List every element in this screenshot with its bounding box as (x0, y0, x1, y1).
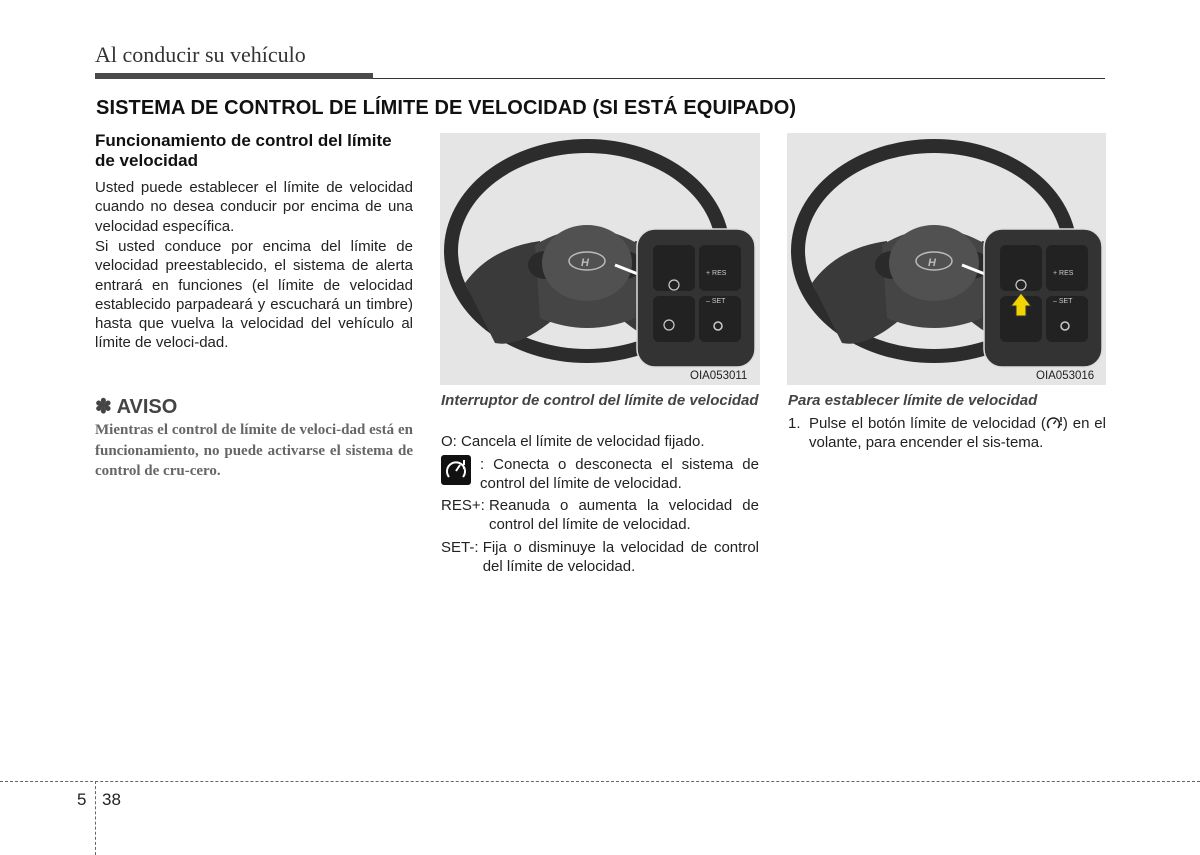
footer-rule (0, 781, 1200, 782)
steering-wheel-illustration-arrow (787, 133, 1106, 385)
item-speed-limit (441, 455, 759, 495)
svg-text:– SET: – SET (1053, 298, 1073, 305)
header-rule (373, 78, 1105, 79)
paragraph-intro: Usted puede establecer el límite de velocidad cuando no desea conducir por encima de una velocidad específica. (95, 179, 413, 235)
item-text: : Conecta o desconecta el sistema de control del límite de velocidad. (480, 456, 759, 492)
paragraph-alert: Si usted conduce por encima del límite de velocidad preestablecido, el sistema de alerta entrará en funciones (el límite de velocidad establecido parpadeará y escuchará un timbre) hasta que vuelva la velocidad del vehículo al límite de veloci-dad. (95, 238, 413, 352)
figure-code: OIA053011 (690, 370, 748, 382)
step-text: Pulse el botón límite de velocidad ( ) en el volante, para encender el sis-tema. (809, 415, 1106, 451)
svg-text:+ RES: + RES (706, 270, 727, 277)
chapter-title: Al conducir su vehículo (95, 42, 306, 67)
notice-title: ✽ AVISO (95, 396, 178, 418)
step-item (788, 414, 1106, 452)
res-button (699, 245, 741, 291)
item-key: SET-: (441, 539, 479, 556)
item-text: Cancela el límite de velocidad fijado. (461, 433, 705, 450)
item-res (441, 496, 759, 534)
item-set (441, 538, 759, 576)
header-bar (95, 73, 373, 79)
svg-text:H: H (581, 257, 589, 269)
svg-text:+ RES: + RES (1053, 270, 1074, 277)
item-text: Fija o disminuye la velocidad de control del límite de velocidad. (482, 539, 759, 575)
chapter-number: 5 (77, 790, 87, 809)
steering-wheel-drawing (787, 133, 1106, 385)
page-number: 38 (102, 790, 121, 809)
speed-limit-icon (1046, 416, 1063, 430)
item-key: RES+: (441, 497, 485, 514)
step-number: 1. (788, 415, 801, 432)
footer-divider (95, 781, 96, 855)
subheading: Funcionamiento de control del límite de velocidad (95, 131, 392, 170)
section-title: SISTEMA DE CONTROL DE LÍMITE DE VELOCIDAD (SI ESTÁ EQUIPADO) (96, 97, 797, 119)
speed-limit-icon (441, 455, 471, 485)
figure-caption: Interruptor de control del límite de velocidad (441, 392, 759, 409)
item-cancel (441, 432, 759, 451)
item-key: O: (441, 433, 457, 450)
item-text: Reanuda o aumenta la velocidad de control del límite de velocidad. (488, 497, 759, 533)
figure-caption: Para establecer límite de velocidad (788, 392, 1038, 409)
svg-text:H: H (928, 257, 936, 269)
figure-code: OIA053016 (1036, 370, 1095, 382)
svg-text:– SET: – SET (706, 298, 726, 305)
notice-text: Mientras el control de límite de veloci-dad está en funcionamiento, no puede activarse el sistema de control de cru-cero. (95, 422, 413, 479)
cancel-button (653, 296, 695, 342)
steering-wheel-illustration (440, 133, 760, 385)
steering-wheel-drawing (440, 133, 760, 385)
